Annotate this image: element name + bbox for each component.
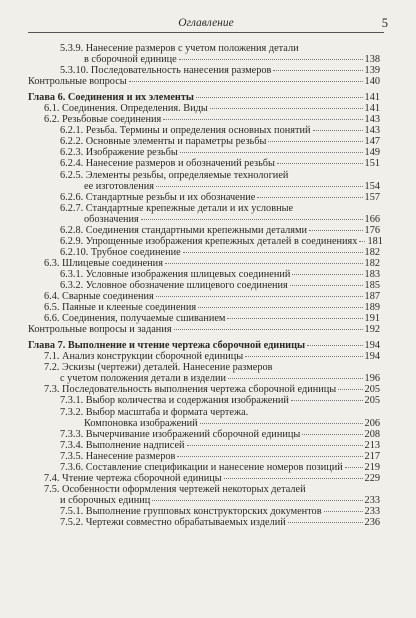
toc-entry-page: 166 xyxy=(364,213,380,225)
toc-entry-page: 219 xyxy=(364,461,380,473)
toc-entry-page: 205 xyxy=(364,384,380,396)
toc-entry[interactable] xyxy=(28,373,380,384)
dot-leader xyxy=(179,59,363,60)
dot-leader xyxy=(227,318,362,319)
dot-leader xyxy=(183,252,363,253)
toc-entry-page: 183 xyxy=(364,268,380,280)
toc-entry-page: 185 xyxy=(364,279,380,291)
dot-leader xyxy=(196,97,363,98)
dot-leader xyxy=(309,230,362,231)
dot-leader xyxy=(224,478,363,479)
toc-entry-title: 7.5.1. Выполнение групповых конструкторских документов xyxy=(60,505,322,517)
toc-entry-title: 6.2.10. Трубное соединение xyxy=(60,246,181,258)
toc-entry-page: 194 xyxy=(364,351,380,363)
toc-entry[interactable] xyxy=(28,395,380,406)
dot-leader xyxy=(228,378,363,379)
toc-chapter-entry[interactable] xyxy=(28,340,380,351)
toc-entry-title: 7.3. Последовательность выполнения чертежа сборочной единицы xyxy=(44,384,337,396)
toc-entry[interactable] xyxy=(28,235,383,247)
toc-entry[interactable] xyxy=(28,65,380,76)
toc-entry-page: 157 xyxy=(364,191,380,203)
dot-leader xyxy=(156,296,363,297)
toc-entry-title: 6.3.1. Условные изображения шлицевых соединений xyxy=(60,268,291,280)
dot-leader xyxy=(338,389,362,390)
dot-leader xyxy=(345,467,363,468)
toc-entry-title: 7.3.4. Выполнение надписей xyxy=(60,439,185,451)
toc-entry-title: 6.3. Шлицевые соединения xyxy=(44,257,163,269)
toc-entry-title: 6.2.7. Стандартные крепежные детали и их условные xyxy=(60,202,294,214)
header-rule xyxy=(28,32,384,33)
toc-entry-page: 233 xyxy=(364,505,380,517)
toc-entry-title: 6.2.3. Изображение резьбы xyxy=(60,147,178,159)
dot-leader xyxy=(292,274,362,275)
table-of-contents xyxy=(28,43,383,528)
toc-entry-title: в сборочной единице xyxy=(84,54,177,66)
dot-leader xyxy=(257,197,362,198)
toc-entry-title: 7.3.3. Вычерчивание изображений сборочной единицы xyxy=(60,428,301,440)
toc-entry-title: 7.3.5. Нанесение размеров xyxy=(60,450,176,462)
dot-leader xyxy=(245,356,362,357)
toc-entry-page: 236 xyxy=(364,516,380,528)
toc-entry-title: Контрольные вопросы и задания xyxy=(28,324,172,336)
toc-entry-title: 6.2.5. Элементы резьбы, определяемые технологией xyxy=(60,169,289,181)
toc-entry-title: 6.2. Резьбовые соединения xyxy=(44,114,162,126)
toc-entry[interactable] xyxy=(28,192,380,203)
toc-entry-title: ее изготовления xyxy=(84,180,154,192)
dot-leader xyxy=(324,511,363,512)
toc-entry[interactable] xyxy=(28,362,380,373)
toc-entry-page: 141 xyxy=(364,92,380,104)
toc-entry[interactable] xyxy=(28,495,380,506)
toc-entry[interactable] xyxy=(28,440,380,451)
toc-entry-page: 181 xyxy=(367,235,383,247)
toc-entry-page: 206 xyxy=(364,417,380,429)
toc-entry-title: с учетом положения детали в изделии xyxy=(60,373,226,385)
toc-entry-title: обозначения xyxy=(84,213,139,225)
toc-entry-page: 194 xyxy=(364,340,380,352)
dot-leader xyxy=(187,445,363,446)
toc-entry[interactable] xyxy=(28,462,380,473)
toc-entry-title: 7.5.2. Чертежи совместно обрабатываемых изделий xyxy=(60,516,286,528)
toc-entry[interactable] xyxy=(28,313,380,324)
toc-entry[interactable] xyxy=(28,247,380,258)
toc-entry-title: 6.4. Сварные соединения xyxy=(44,291,154,303)
running-header xyxy=(28,14,388,32)
toc-entry-title: 6.2.6. Стандартные резьбы и их обозначение xyxy=(60,191,256,203)
toc-entry[interactable] xyxy=(28,384,380,395)
toc-entry-title: 5.3.10. Последовательность нанесения размеров xyxy=(60,65,272,77)
toc-entry-page: 213 xyxy=(364,439,380,451)
toc-entry-page: 143 xyxy=(364,125,380,137)
toc-entry-title: 7.4. Чтение чертежа сборочной единицы xyxy=(44,472,222,484)
toc-entry[interactable] xyxy=(28,170,380,181)
toc-entry-page: 191 xyxy=(364,313,380,325)
toc-entry-title: 6.6. Соединения, получаемые сшиванием xyxy=(44,313,226,325)
dot-leader xyxy=(141,219,363,220)
toc-entry-page: 196 xyxy=(364,373,380,385)
toc-entry[interactable] xyxy=(28,203,380,214)
toc-entry-page: 192 xyxy=(364,324,380,336)
toc-entry[interactable] xyxy=(28,125,380,136)
toc-entry-page: 154 xyxy=(364,180,380,192)
toc-entry[interactable] xyxy=(28,269,380,280)
toc-entry-title: 7.5. Особенности оформления чертежей некоторых деталей xyxy=(44,483,306,495)
toc-entry[interactable] xyxy=(28,76,380,87)
toc-entry[interactable] xyxy=(28,103,380,114)
toc-entry[interactable] xyxy=(28,258,380,269)
toc-entry[interactable] xyxy=(28,291,380,302)
page-number: 5 xyxy=(381,16,388,30)
toc-entry-page: 182 xyxy=(364,246,380,258)
toc-entry[interactable] xyxy=(28,181,380,192)
dot-leader xyxy=(273,70,362,71)
toc-entry-title: 7.3.2. Выбор масштаба и формата чертежа. xyxy=(60,406,249,418)
toc-entry-page: 149 xyxy=(364,147,380,159)
dot-leader xyxy=(210,108,363,109)
dot-leader xyxy=(268,141,362,142)
toc-entry[interactable] xyxy=(28,158,380,169)
toc-entry[interactable] xyxy=(28,302,380,313)
toc-entry-page: 140 xyxy=(364,76,380,88)
dot-leader xyxy=(313,130,363,131)
toc-entry[interactable] xyxy=(28,114,380,125)
toc-entry-title: 6.2.9. Упрощенные изображения крепежных деталей в соединениях xyxy=(60,235,358,247)
toc-entry[interactable] xyxy=(28,418,380,429)
dot-leader xyxy=(290,285,363,286)
dot-leader xyxy=(198,307,362,308)
toc-entry-title: 6.2.4. Нанесение размеров и обозначений резьбы xyxy=(60,158,275,170)
toc-entry[interactable] xyxy=(28,407,380,418)
running-header-title: Оглавление xyxy=(178,17,234,29)
toc-entry-title: 7.3.1. Выбор количества и содержания изображений xyxy=(60,395,289,407)
dot-leader xyxy=(165,263,363,264)
toc-entry-title: Компоновка изображений xyxy=(84,417,198,429)
dot-leader xyxy=(152,500,362,501)
toc-entry-page: 187 xyxy=(364,291,380,303)
dot-leader xyxy=(359,241,365,242)
toc-entry-title: Глава 7. Выполнение и чтение чертежа сборочной единицы xyxy=(28,340,306,352)
toc-entry[interactable] xyxy=(28,451,380,462)
dot-leader xyxy=(177,456,362,457)
toc-entry[interactable] xyxy=(28,473,380,484)
toc-entry-title: 6.3.2. Условное обозначение шлицевого соединения xyxy=(60,279,288,291)
dot-leader xyxy=(291,400,363,401)
toc-entry[interactable] xyxy=(28,506,380,517)
toc-entry-page: 189 xyxy=(364,302,380,314)
dot-leader xyxy=(307,345,362,346)
toc-entry-title: 6.2.2. Основные элементы и параметры резьбы xyxy=(60,136,267,148)
dot-leader xyxy=(277,163,363,164)
toc-entry[interactable] xyxy=(28,225,380,236)
toc-entry[interactable] xyxy=(28,214,380,225)
toc-entry-title: Контрольные вопросы xyxy=(28,76,127,88)
toc-entry[interactable] xyxy=(28,136,380,147)
toc-entry-page: 138 xyxy=(364,54,380,66)
toc-entry-title: 5.3.9. Нанесение размеров с учетом положения детали xyxy=(60,43,299,54)
toc-entry-title: и сборочных единиц xyxy=(60,494,151,506)
toc-entry[interactable] xyxy=(28,43,380,54)
toc-entry-title: Глава 6. Соединения и их элементы xyxy=(28,92,194,104)
dot-leader xyxy=(163,119,362,120)
toc-entry-title: 7.2. Эскизы (чертежи) деталей. Нанесение размеров xyxy=(44,362,273,374)
toc-entry-title: 6.2.8. Соединения стандартными крепежными деталями xyxy=(60,224,308,236)
toc-entry-title: 7.3.6. Составление спецификации и нанесение номеров позиций xyxy=(60,461,343,473)
toc-entry-title: 6.5. Паяные и клееные соединения xyxy=(44,302,197,314)
toc-entry-page: 151 xyxy=(364,158,380,170)
toc-entry[interactable] xyxy=(28,280,380,291)
toc-entry-page: 143 xyxy=(364,114,380,126)
toc-entry-page: 139 xyxy=(364,65,380,77)
toc-entry[interactable] xyxy=(28,517,380,528)
toc-entry-page: 147 xyxy=(364,136,380,148)
toc-entry[interactable] xyxy=(28,54,380,65)
toc-entry-page: 233 xyxy=(364,494,380,506)
toc-entry[interactable] xyxy=(28,324,380,335)
dot-leader xyxy=(156,186,363,187)
dot-leader xyxy=(302,434,362,435)
dot-leader xyxy=(129,81,363,82)
toc-entry-page: 176 xyxy=(364,224,380,236)
toc-entry[interactable] xyxy=(28,147,380,158)
toc-chapter-entry[interactable] xyxy=(28,92,380,103)
toc-entry[interactable] xyxy=(28,351,380,362)
toc-entry[interactable] xyxy=(28,429,380,440)
toc-entry-title: 6.2.1. Резьба. Термины и определения основных понятий xyxy=(60,125,311,137)
toc-entry-page: 208 xyxy=(364,428,380,440)
dot-leader xyxy=(200,423,363,424)
toc-entry-title: 7.1. Анализ конструкции сборочной единицы xyxy=(44,351,244,363)
toc-entry[interactable] xyxy=(28,484,380,495)
dot-leader xyxy=(174,329,363,330)
toc-entry-page: 229 xyxy=(364,472,380,484)
toc-entry-page: 217 xyxy=(364,450,380,462)
toc-entry-title: 6.1. Соединения. Определения. Виды xyxy=(44,103,208,115)
toc-entry-page: 141 xyxy=(364,103,380,115)
dot-leader xyxy=(180,152,363,153)
toc-entry-page: 205 xyxy=(364,395,380,407)
toc-entry-page: 182 xyxy=(364,257,380,269)
dot-leader xyxy=(288,522,363,523)
